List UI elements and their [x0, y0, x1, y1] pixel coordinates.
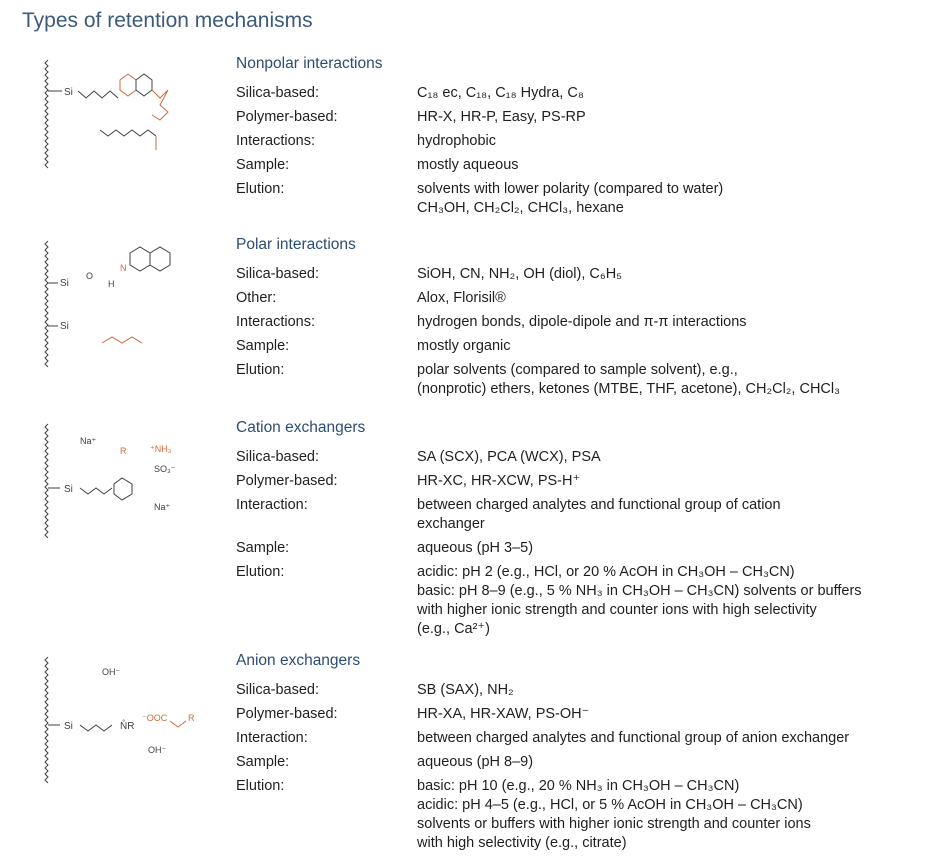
row-label: Silica-based:: [236, 266, 320, 282]
row-label: Sample:: [236, 754, 290, 770]
polar-structure-diagram: [30, 241, 230, 376]
row-value: SB (SAX), NH₂: [417, 682, 514, 698]
row-value: polar solvents (compared to sample solvent), e.g., (nonprotic) ethers, ketones (MTBE, THF, acetone), CH₂Cl₂, CHCl₃: [417, 362, 841, 397]
svg-text:OH⁻: OH⁻: [148, 745, 167, 755]
section-heading: Anion exchangers: [236, 652, 361, 669]
page-title: Types of retention mechanisms: [22, 9, 313, 32]
row-value: mostly organic: [417, 338, 511, 354]
row-label: Interactions:: [236, 314, 315, 330]
si-label: Si: [64, 87, 73, 98]
row-label: Silica-based:: [236, 85, 320, 101]
svg-text:Na⁺: Na⁺: [154, 502, 171, 512]
row-value: C₁₈ ec, C₁₈, C₁₈ Hydra, C₈: [417, 85, 584, 101]
svg-text:Si: Si: [60, 278, 69, 289]
sulfonic-acid-structure: [30, 424, 230, 534]
row-value: between charged analytes and functional group of anion exchanger: [417, 730, 850, 746]
c18-chain-structure: [30, 60, 230, 160]
row-value: solvents with lower polarity (compared to water) CH₃OH, CH₂Cl₂, CHCl₃, hexane: [417, 181, 724, 216]
svg-text:Si: Si: [60, 321, 69, 332]
row-value: HR-X, HR-P, Easy, PS-RP: [417, 109, 586, 125]
row-label: Interactions:: [236, 133, 315, 149]
svg-text:Na⁺: Na⁺: [80, 436, 97, 446]
svg-text:O: O: [86, 271, 94, 281]
row-label: Interaction:: [236, 730, 308, 746]
row-value: acidic: pH 2 (e.g., HCl, or 20 % AcOH in CH₃OH – CH₃CN) basic: pH 8–9 (e.g., 5 % NH₃ in CH₃OH – CH₃CN) solvents or buffers with higher ionic strength and counter ions with high selectivity (e.g., Ca²⁺): [417, 564, 862, 637]
row-label: Other:: [236, 290, 277, 306]
section-heading: Cation exchangers: [236, 419, 366, 436]
svg-text:Si: Si: [64, 484, 73, 495]
section-heading: Polar interactions: [236, 236, 356, 253]
row-label: Elution:: [236, 564, 285, 580]
row-label: Sample:: [236, 540, 290, 556]
svg-text:H: H: [108, 279, 115, 289]
svg-text:R: R: [120, 446, 127, 456]
row-label: Polymer-based:: [236, 109, 338, 125]
svg-text:OH⁻: OH⁻: [102, 667, 121, 677]
row-value: SA (SCX), PCA (WCX), PSA: [417, 449, 601, 465]
anion-structure-diagram: [30, 657, 230, 782]
row-value: HR-XC, HR-XCW, PS-H⁺: [417, 473, 581, 489]
row-label: Sample:: [236, 338, 290, 354]
row-label: Elution:: [236, 181, 285, 197]
svg-text:R: R: [188, 713, 195, 723]
svg-text:⁻OOC: ⁻OOC: [142, 713, 168, 723]
row-label: Elution:: [236, 778, 285, 794]
svg-text:N̊R: N̊R: [120, 721, 135, 732]
row-label: Polymer-based:: [236, 706, 338, 722]
row-value: between charged analytes and functional group of cation exchanger: [417, 497, 781, 532]
svg-text:⁺NH₃: ⁺NH₃: [150, 444, 172, 454]
row-label: Interaction:: [236, 497, 308, 513]
row-label: Elution:: [236, 362, 285, 378]
row-label: Silica-based:: [236, 682, 320, 698]
row-value: aqueous (pH 3–5): [417, 540, 534, 556]
svg-text:SO₃⁻: SO₃⁻: [154, 464, 176, 474]
nonpolar-structure-diagram: [30, 60, 230, 165]
row-value: aqueous (pH 8–9): [417, 754, 534, 770]
row-label: Silica-based:: [236, 449, 320, 465]
quaternary-amine-structure: [30, 657, 230, 777]
row-label: Polymer-based:: [236, 473, 338, 489]
svg-text:Si: Si: [64, 721, 73, 732]
row-value: basic: pH 10 (e.g., 20 % NH₃ in CH₃OH – CH₃CN) acidic: pH 4–5 (e.g., HCl, or 5 % AcOH in CH₃OH – CH₃CN) solvents or buffers with higher ionic strength and counter ions with high selectivity (e.g., citrate): [417, 778, 811, 851]
row-value: Alox, Florisil®: [417, 290, 506, 306]
row-value: hydrogen bonds, dipole-dipole and π-π interactions: [417, 314, 747, 330]
section-heading: Nonpolar interactions: [236, 55, 383, 72]
row-value: mostly aqueous: [417, 157, 519, 173]
row-value: SiOH, CN, NH₂, OH (diol), C₆H₅: [417, 266, 623, 282]
svg-text:N: N: [120, 263, 127, 273]
row-value: hydrophobic: [417, 133, 496, 149]
cation-structure-diagram: [30, 424, 230, 539]
row-label: Sample:: [236, 157, 290, 173]
silanol-structure: [30, 241, 230, 371]
row-value: HR-XA, HR-XAW, PS-OH⁻: [417, 706, 590, 722]
